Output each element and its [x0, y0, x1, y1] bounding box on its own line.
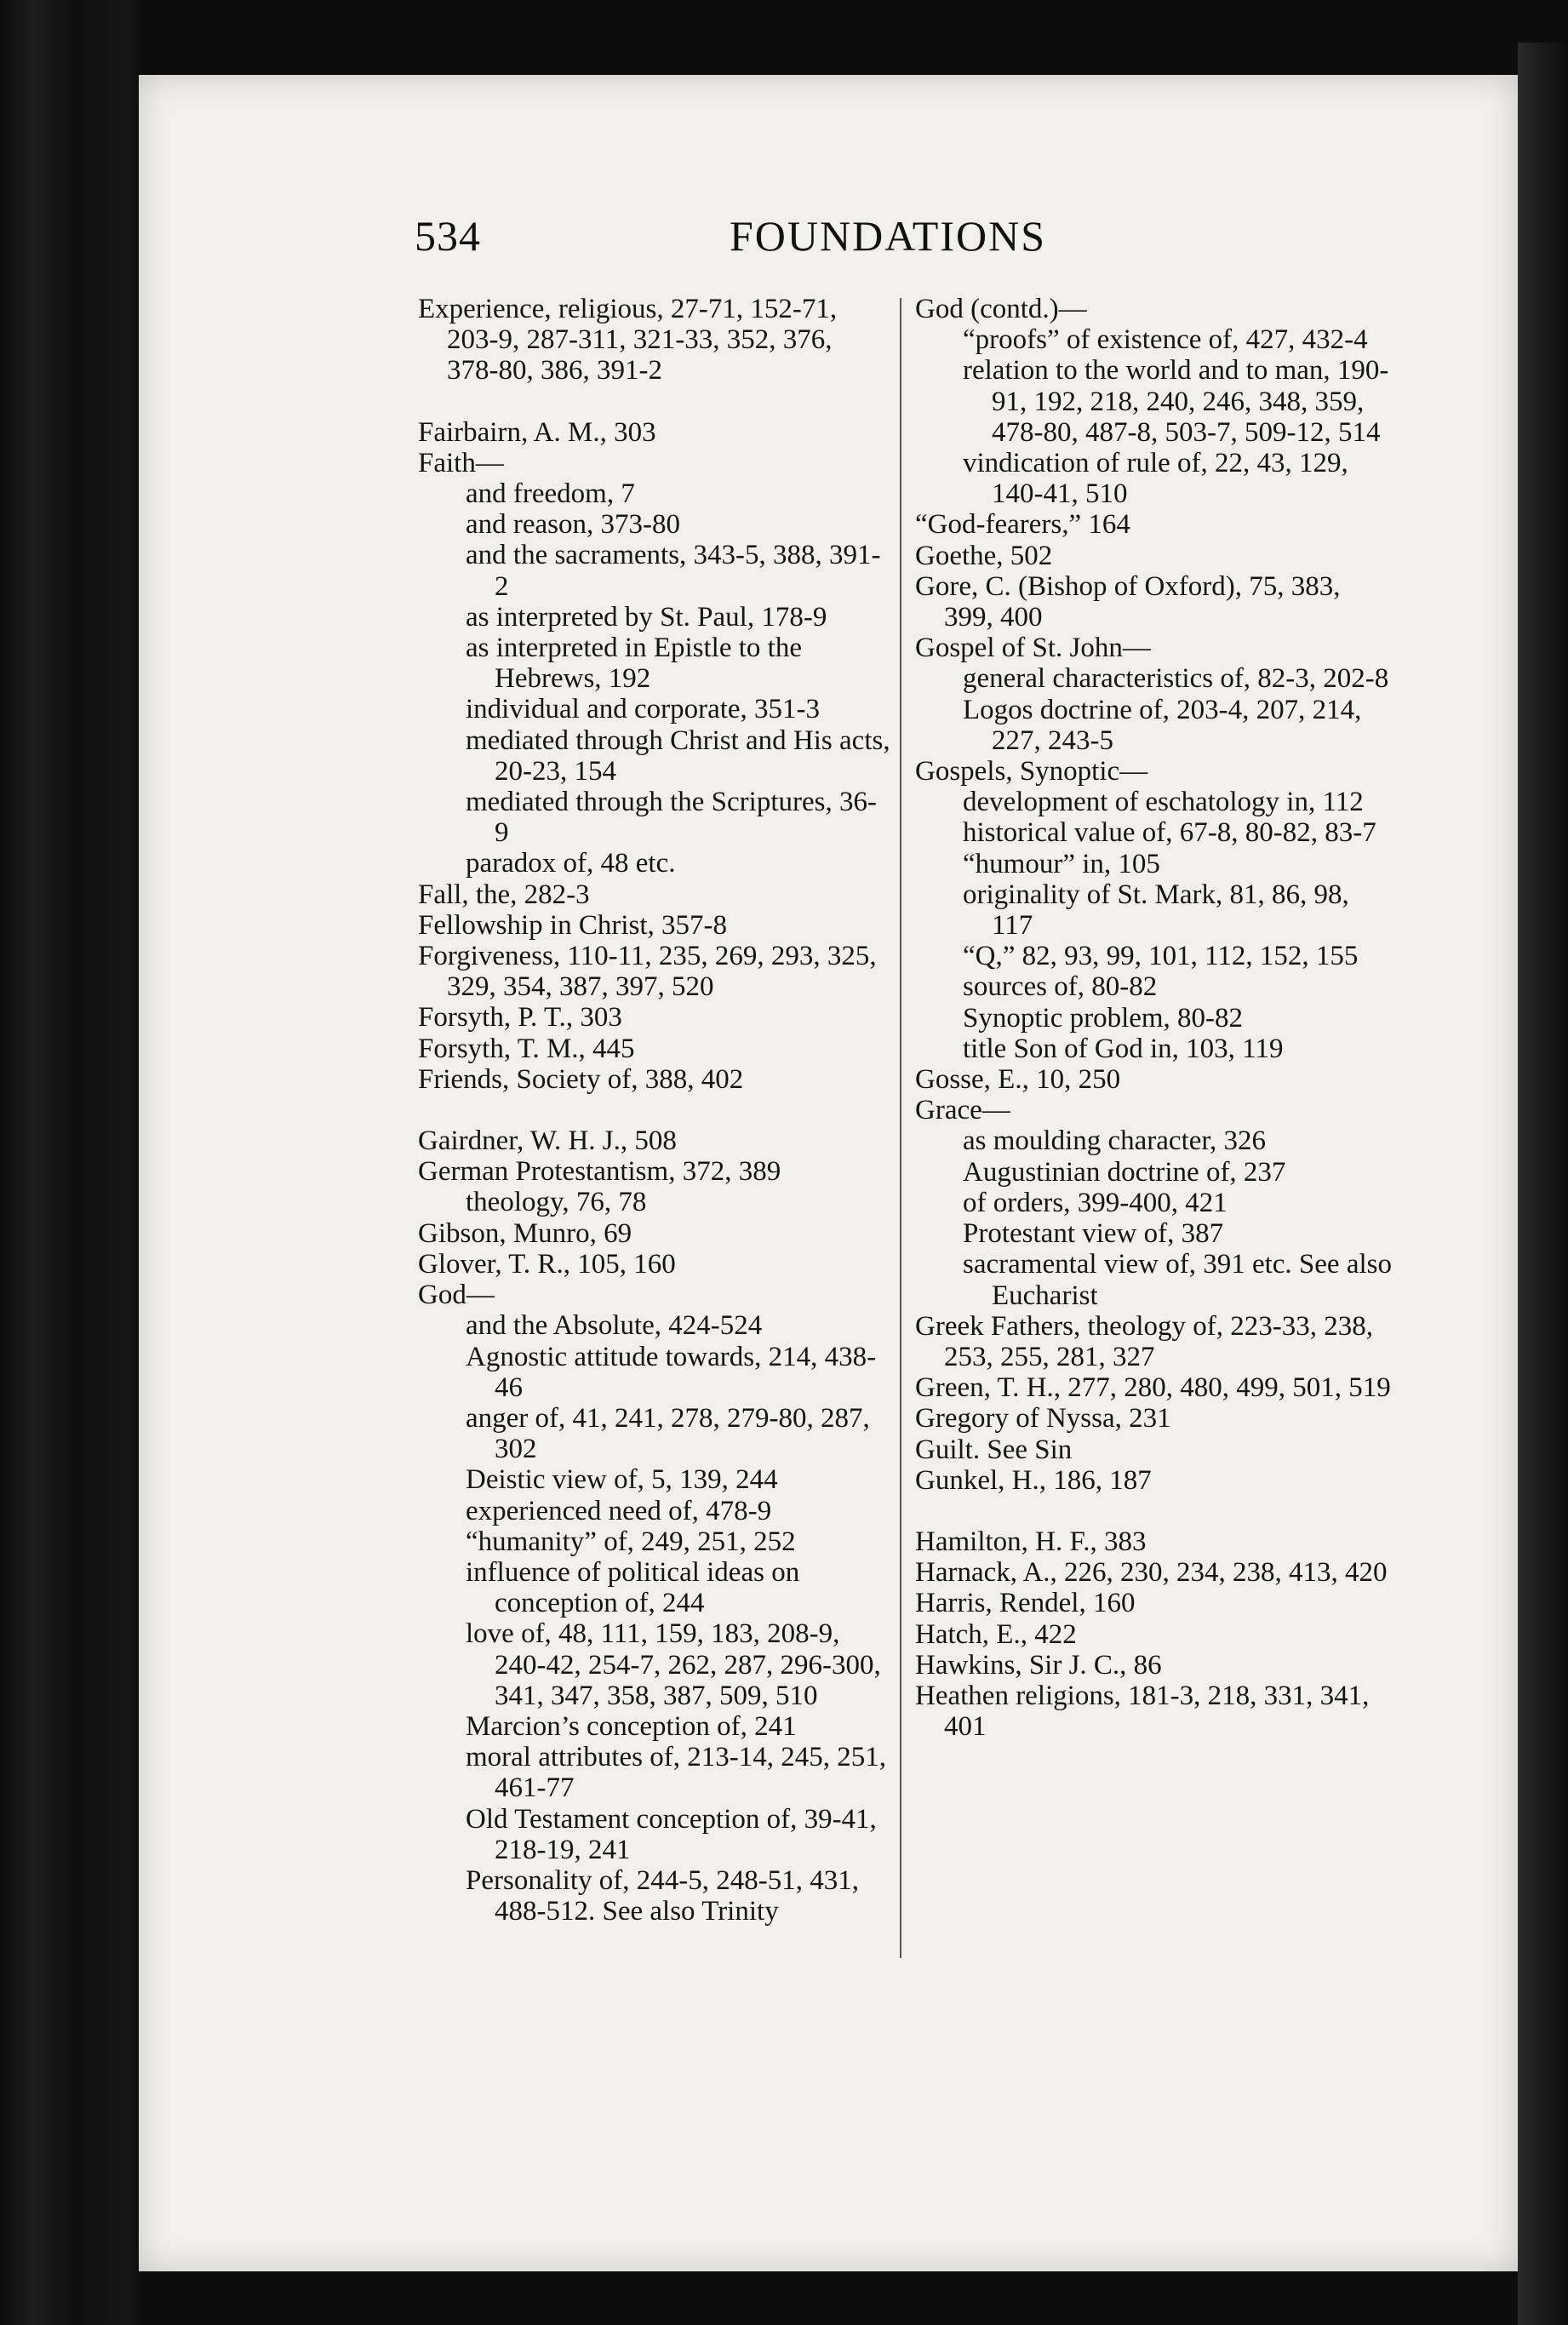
index-subentry: “Q,” 82, 93, 99, 101, 112, 152, 155	[963, 941, 1359, 972]
index-entry: Hatch, E., 422	[915, 1618, 1077, 1650]
index-subentry: mediated through the Scriptures, 36-9	[466, 787, 877, 849]
index-entry: Goethe, 502	[915, 540, 1053, 571]
index-subentry: sources of, 80-82	[963, 971, 1158, 1003]
index-subentry: Protestant view of, 387	[963, 1218, 1224, 1250]
index-entry: Gospel of St. John—	[915, 633, 1151, 664]
index-entry: Gregory of Nyssa, 231	[915, 1403, 1171, 1435]
index-subentry: experienced need of, 478-9	[466, 1495, 772, 1526]
index-subentry: “humanity” of, 249, 251, 252	[466, 1526, 796, 1557]
index-entry: Grace—	[915, 1095, 1010, 1126]
index-subentry: vindication of rule of, 22, 43, 129, 140-41, 510	[963, 448, 1348, 510]
index-column-right	[915, 294, 1392, 1742]
index-entry: German Protestantism, 372, 389	[418, 1156, 781, 1188]
index-entry: Fall, the, 282-3	[418, 879, 590, 910]
index-column-left	[418, 294, 890, 1927]
index-subentry: relation to the world and to man, 190-91, 192, 218, 240, 246, 348, 359, 478-80, 487-8, 503-7, 509-12, 514	[963, 355, 1389, 448]
index-subentry: sacramental view of, 391 etc. See also Eucharist	[963, 1249, 1392, 1311]
index-entry: Gospels, Synoptic—	[915, 756, 1148, 787]
index-subentry: general characteristics of, 82-3, 202-8	[963, 663, 1389, 695]
page-number: 534	[415, 212, 481, 260]
index-subentry: title Son of God in, 103, 119	[963, 1033, 1284, 1064]
index-entry: Faith—	[418, 447, 504, 478]
column-divider	[900, 298, 901, 1958]
index-entry: Harris, Rendel, 160	[915, 1588, 1136, 1619]
index-entry: Glover, T. R., 105, 160	[418, 1248, 676, 1280]
index-subentry: mediated through Christ and His acts, 20-23, 154	[466, 724, 890, 787]
index-entry: Forgiveness, 110-11, 235, 269, 293, 325, 329, 354, 387, 397, 520	[418, 941, 877, 1003]
index-entry: God (contd.)—	[915, 294, 1087, 324]
index-subentry: “humour” in, 105	[963, 848, 1160, 879]
index-subentry: originality of St. Mark, 81, 86, 98, 117	[963, 879, 1349, 942]
index-subentry: influence of political ideas on conception of, 244	[466, 1556, 800, 1619]
index-subentry: as interpreted by St. Paul, 178-9	[466, 601, 827, 633]
index-subentry: as moulding character, 326	[963, 1125, 1267, 1157]
index-subentry: historical value of, 67-8, 80-82, 83-7	[963, 817, 1376, 849]
index-entry: Fairbairn, A. M., 303	[418, 416, 656, 448]
index-subentry: and freedom, 7	[466, 478, 635, 510]
index-subentry: as interpreted in Epistle to the Hebrews, 192	[466, 633, 802, 695]
index-subentry: anger of, 41, 241, 278, 279-80, 287, 302	[466, 1402, 870, 1465]
index-subentry: Agnostic attitude towards, 214, 438-46	[466, 1341, 877, 1403]
running-title: FOUNDATIONS	[730, 212, 1047, 260]
index-entry: Forsyth, P. T., 303	[418, 1002, 622, 1034]
index-subentry: moral attributes of, 213-14, 245, 251, 461-77	[466, 1742, 887, 1804]
index-subentry: individual and corporate, 351-3	[466, 694, 821, 725]
index-entry: Gosse, E., 10, 250	[915, 1064, 1121, 1096]
index-subentry: Logos doctrine of, 203-4, 207, 214, 227, 243-5	[963, 694, 1362, 756]
index-subentry: development of eschatology in, 112	[963, 787, 1364, 818]
index-subentry: Marcion’s conception of, 241	[466, 1710, 797, 1742]
index-entry: God—	[418, 1280, 495, 1311]
index-entry: Gore, C. (Bishop of Oxford), 75, 383, 399, 400	[915, 570, 1341, 633]
index-subentry: Synoptic problem, 80-82	[963, 1002, 1244, 1034]
index-entry: Experience, religious, 27-71, 152-71, 203-9, 287-311, 321-33, 352, 376, 378-80, 386, 391-2	[418, 294, 838, 387]
index-entry: Hawkins, Sir J. C., 86	[915, 1649, 1162, 1681]
index-entry: Friends, Society of, 388, 402	[418, 1063, 744, 1095]
index-entry: Green, T. H., 277, 280, 480, 499, 501, 519	[915, 1372, 1391, 1404]
index-entry: Guilt. See Sin	[915, 1434, 1073, 1465]
index-subentry: Old Testament conception of, 39-41, 218-19, 241	[466, 1803, 877, 1865]
index-subentry: Deistic view of, 5, 139, 244	[466, 1464, 778, 1496]
index-entry: Gunkel, H., 186, 187	[915, 1464, 1152, 1496]
index-subentry: and reason, 373-80	[466, 509, 681, 541]
index-subentry: and the Absolute, 424-524	[466, 1310, 763, 1342]
index-subentry: Personality of, 244-5, 248-51, 431, 488-512. See also Trinity	[466, 1864, 859, 1927]
index-entry: Hamilton, H. F., 383	[915, 1526, 1147, 1557]
index-subentry: paradox of, 48 etc.	[466, 848, 676, 879]
index-entry: Gibson, Munro, 69	[418, 1217, 632, 1249]
film-edge	[1518, 43, 1568, 2325]
index-entry: “God-fearers,” 164	[915, 509, 1130, 541]
index-subentry: of orders, 399-400, 421	[963, 1187, 1228, 1218]
index-entry: Fellowship in Christ, 357-8	[418, 909, 728, 941]
running-head	[415, 211, 1062, 279]
index-entry: Gairdner, W. H. J., 508	[418, 1125, 677, 1157]
index-entry: Harnack, A., 226, 230, 234, 238, 413, 420	[915, 1557, 1388, 1589]
index-subentry: theology, 76, 78	[466, 1187, 647, 1218]
index-subentry: love of, 48, 111, 159, 183, 208-9, 240-42, 254-7, 262, 287, 296-300, 341, 347, 358, 387, 509, 510	[466, 1618, 881, 1711]
index-subentry: “proofs” of existence of, 427, 432-4	[963, 324, 1368, 356]
index-entry: Greek Fathers, theology of, 223-33, 238, 253, 255, 281, 327	[915, 1310, 1373, 1372]
index-subentry: Augustinian doctrine of, 237	[963, 1156, 1286, 1188]
index-entry: Forsyth, T. M., 445	[418, 1033, 635, 1064]
index-subentry: and the sacraments, 343-5, 388, 391-2	[466, 540, 881, 602]
index-entry: Heathen religions, 181-3, 218, 331, 341, 401	[915, 1680, 1370, 1743]
